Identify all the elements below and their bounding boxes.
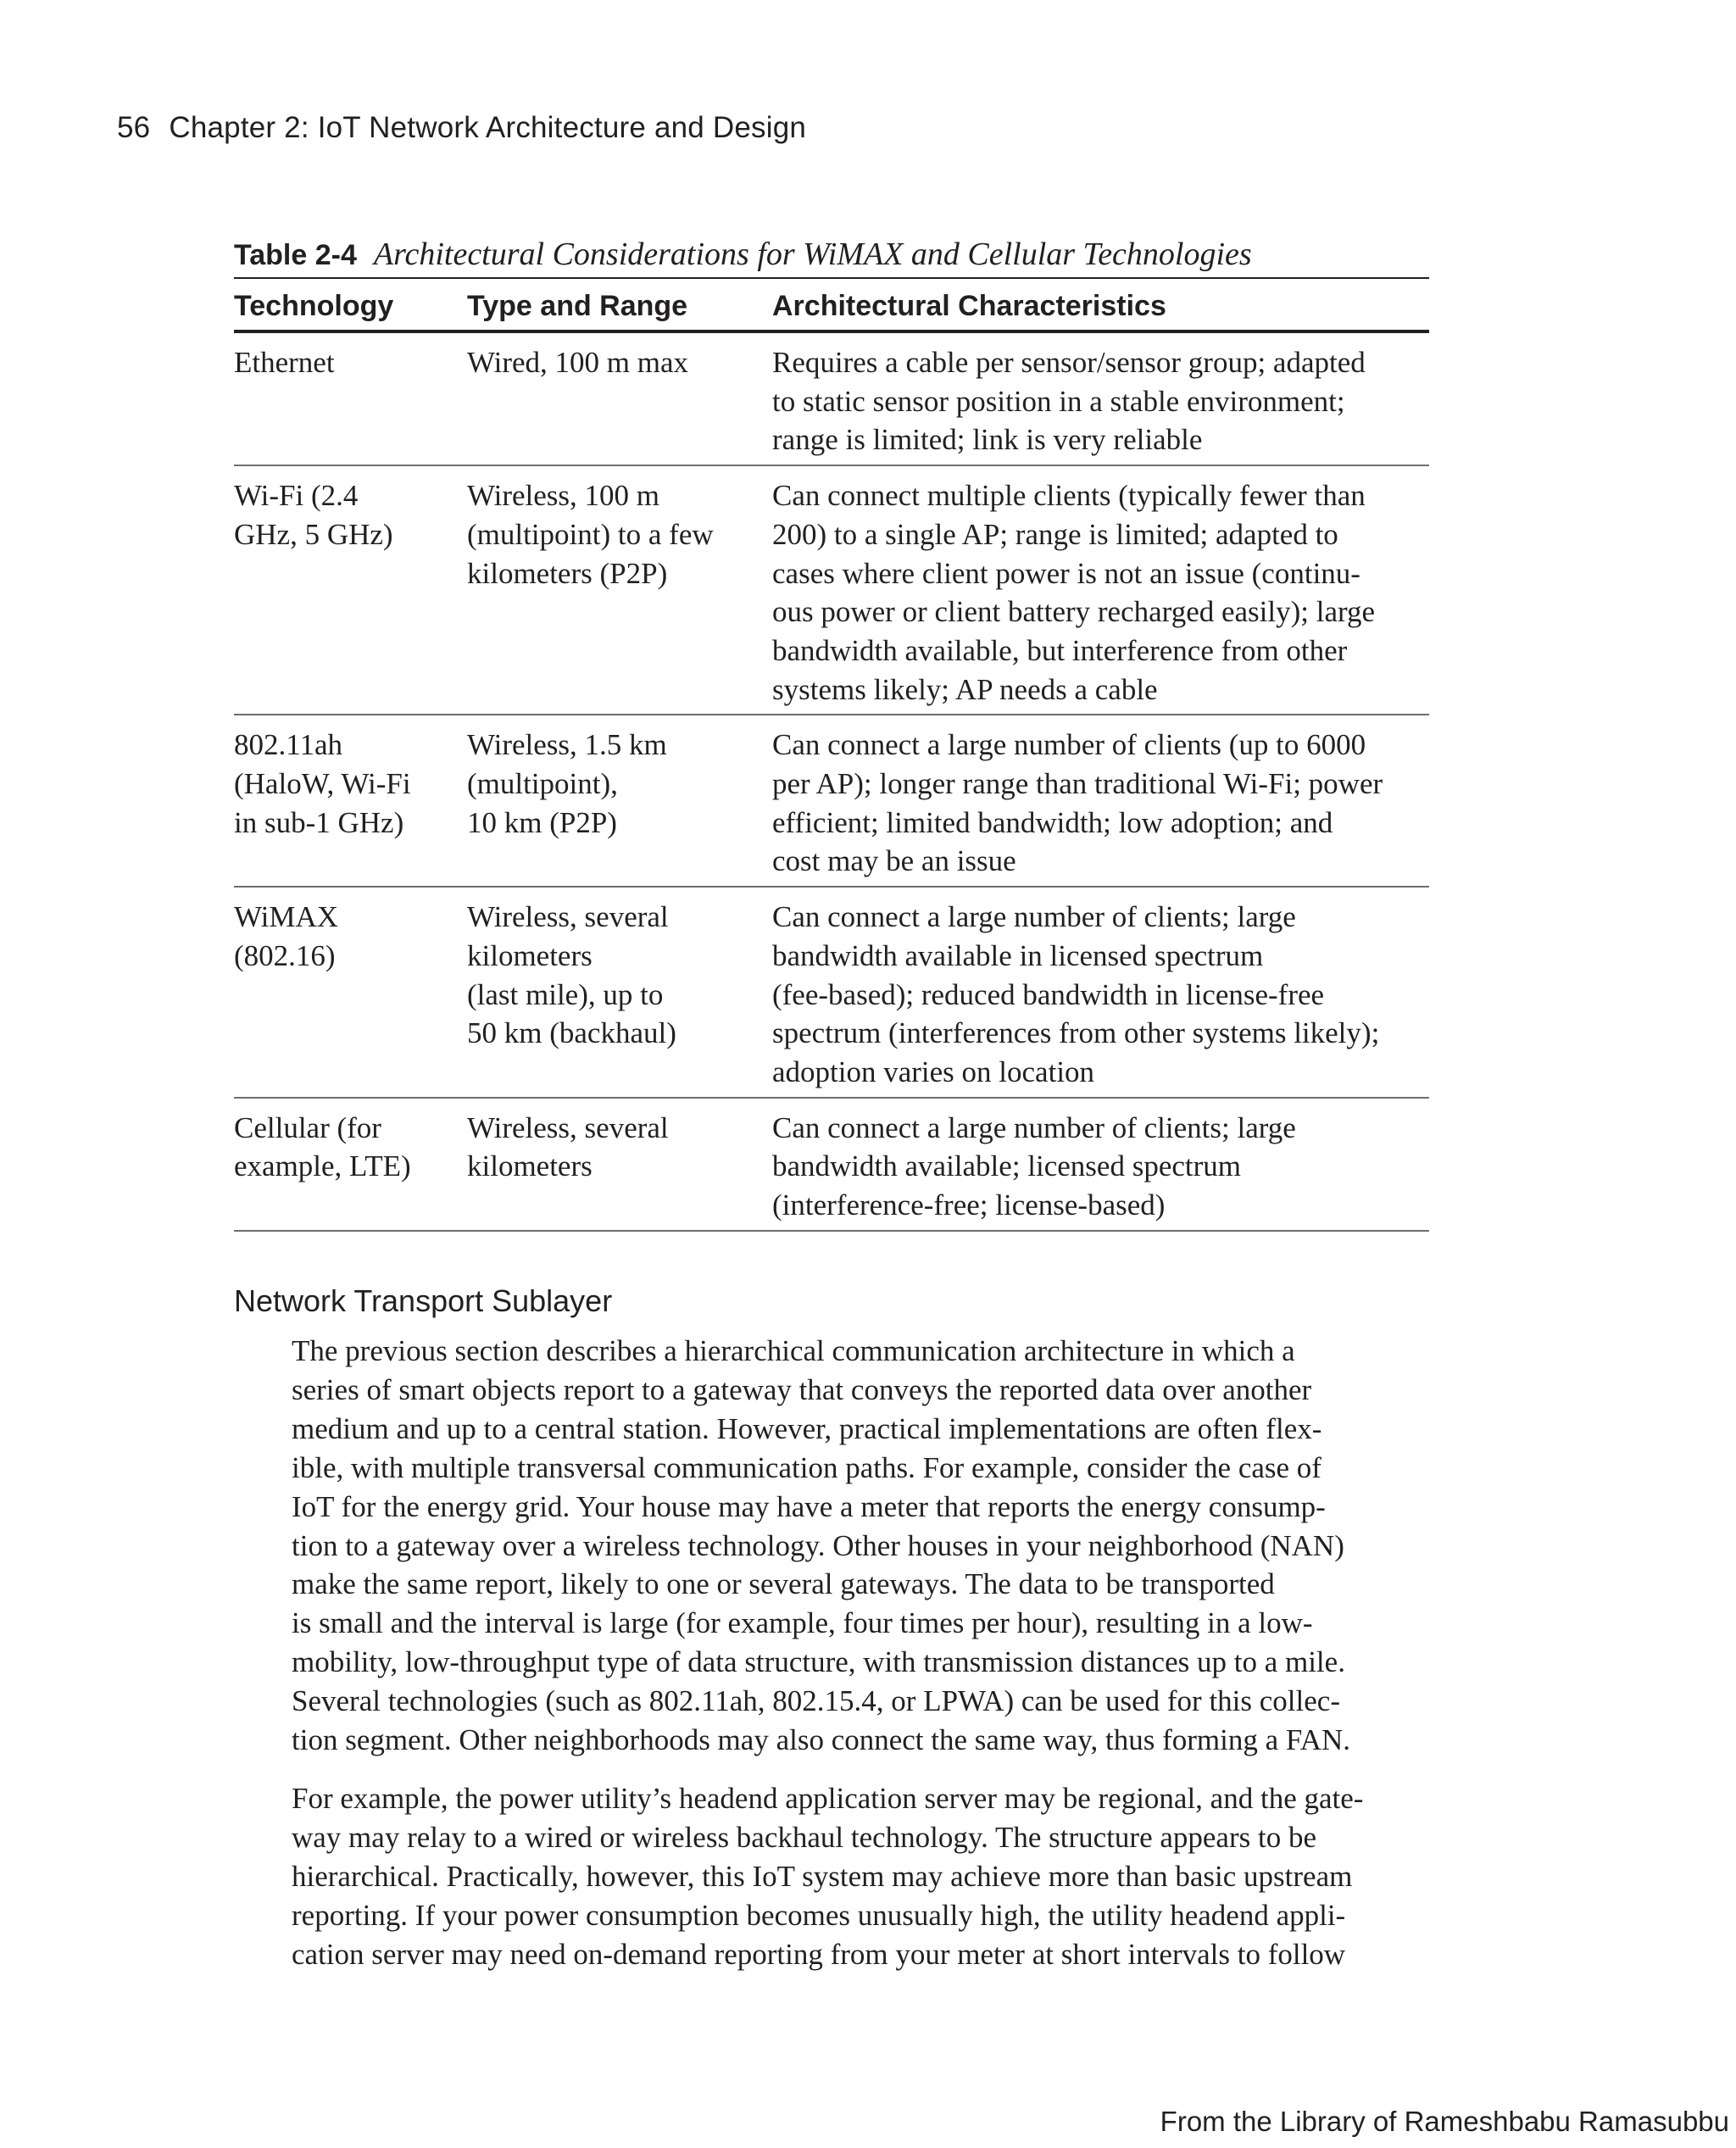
- technology-cell: Cellular (for example, LTE): [234, 1110, 411, 1183]
- chapter-title: Chapter 2: IoT Network Architecture and Design: [169, 111, 807, 144]
- technology-cell: Ethernet: [234, 346, 335, 379]
- body-paragraph: For example, the power utility’s headend application server may be regional, and the gate- way may relay to a wired or wireless backhaul technology. The structure appears to be hierarchical. Practically, however, this IoT system may achieve more than basic upstream reporting. If your power consumption becomes unusually high, the utility headend appli- cation server may need on-demand reporting from your meter at short intervals to follow: [292, 1782, 1364, 1971]
- type-range-cell: Wireless, several kilometers (last mile), up to 50 km (backhaul): [467, 900, 676, 1050]
- running-head: [117, 111, 806, 145]
- characteristics-cell: Can connect multiple clients (typically fewer than 200) to a single AP; range is limited; adapted to cases where client power is not an issue (continu- ous power or client battery recharged easily); large bandwidth available, but interference from other systems likely; AP needs a cable: [772, 479, 1376, 706]
- technology-table: [234, 277, 1429, 1232]
- page-number: 56: [117, 111, 151, 144]
- type-range-cell: Wireless, several kilometers: [467, 1110, 669, 1183]
- table-title: Architectural Considerations for WiMAX and Cellular Technologies: [373, 237, 1252, 272]
- table-row: [234, 331, 1429, 465]
- characteristics-cell: Can connect a large number of clients; large bandwidth available in licensed spectrum (fee-based); reduced bandwidth in license-free spectrum (interferences from other systems likely); adoption varies on location: [772, 900, 1380, 1088]
- characteristics-cell: Can connect a large number of clients; large bandwidth available; licensed spectrum (interference-free; license-based): [772, 1110, 1296, 1222]
- technology-cell: WiMAX (802.16): [234, 900, 339, 972]
- type-range-cell: Wired, 100 m max: [467, 346, 689, 379]
- type-range-cell: Wireless, 100 m (multipoint) to a few kilometers (P2P): [467, 479, 714, 590]
- body-paragraph: The previous section describes a hierarchical communication architecture in which a series of smart objects report to a gateway that conveys the reported data over another medium and up to a central station. However, practical implementations are often flex- ible, with multiple transversal communication paths. For example, consider the case of IoT for the energy grid. Your house may have a meter that reports the energy consump- tion to a gateway over a wireless technology. Other houses in your neighborhood (NAN) make the same report, likely to one or several gateways. The data to be transported is small and the interval is large (for example, four times per hour), resulting in a low- mobility, low-throughput type of data structure, with transmission distances up to a mile. Several technologies (such as 802.11ah, 802.15.4, or LPWA) can be used for this collec- tion segment. Other neighborhoods may also connect the same way, thus forming a FAN.: [292, 1334, 1351, 1757]
- column-header-type-range: Type and Range: [467, 290, 688, 322]
- technology-cell: 802.11ah (HaloW, Wi-Fi in sub-1 GHz): [234, 728, 411, 839]
- library-footer: From the Library of Rameshbabu Ramasubbu: [1160, 2106, 1729, 2137]
- table-header-row: [234, 278, 1429, 331]
- column-header-technology: Technology: [234, 290, 394, 322]
- table-label: Table 2-4: [234, 239, 357, 271]
- table-row: [234, 887, 1429, 1098]
- section-heading: Network Transport Sublayer: [234, 1283, 613, 1318]
- type-range-cell: Wireless, 1.5 km (multipoint), 10 km (P2P): [467, 728, 667, 839]
- technology-cell: Wi-Fi (2.4 GHz, 5 GHz): [234, 479, 393, 551]
- table-row: [234, 1098, 1429, 1231]
- characteristics-cell: Can connect a large number of clients (up to 6000 per AP); longer range than traditional Wi-Fi; power efficient; limited bandwidth; low adoption; and cost may be an issue: [772, 728, 1383, 878]
- column-header-characteristics: Architectural Characteristics: [772, 290, 1166, 322]
- table-caption: [234, 236, 1252, 273]
- table-row: [234, 465, 1429, 715]
- characteristics-cell: Requires a cable per sensor/sensor group; adapted to static sensor position in a stable environment; range is limited; link is very reliable: [772, 346, 1366, 457]
- table-row: [234, 715, 1429, 887]
